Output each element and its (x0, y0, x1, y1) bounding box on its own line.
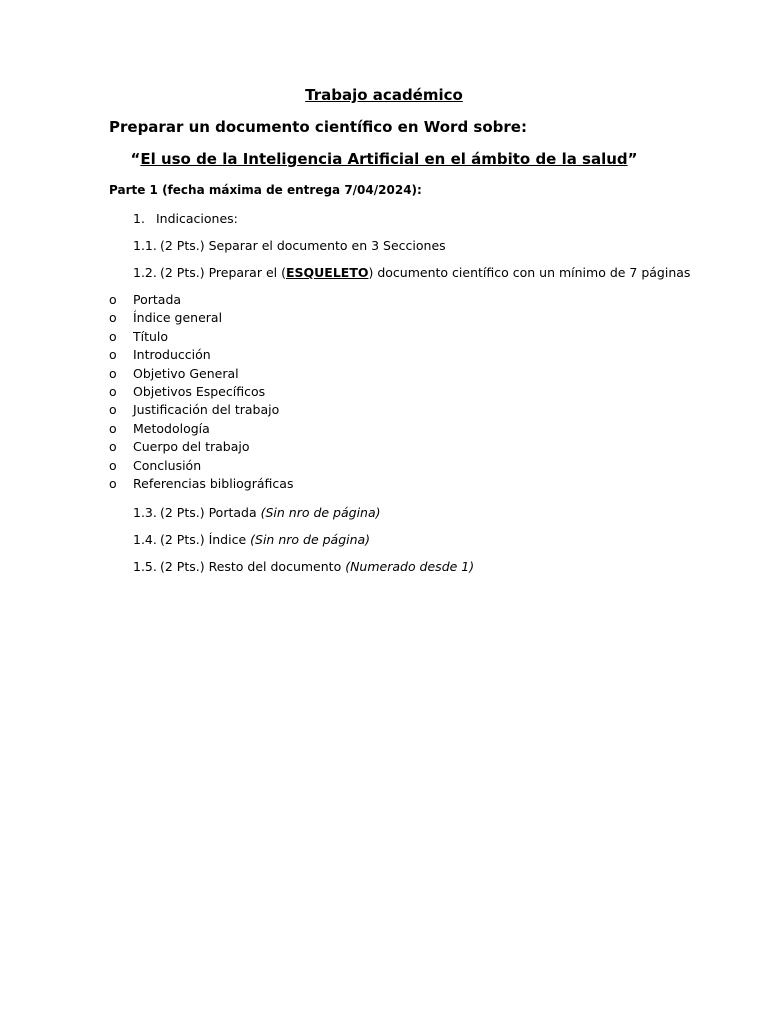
assignment-heading: Preparar un documento científico en Word sobre: (109, 118, 527, 136)
indications-label: Indicaciones: (156, 211, 238, 226)
bullet-marker: o (109, 310, 117, 326)
item-1-5-number: 1.5. (133, 559, 157, 574)
list-item (109, 291, 293, 309)
item-1-3-text: (2 Pts.) Portada (160, 505, 261, 520)
bullet-marker: o (109, 292, 117, 307)
item-1-4-note: (Sin nro de página) (250, 532, 371, 547)
list-item (109, 457, 293, 475)
list-item-label: Objetivos Específicos (133, 383, 266, 399)
list-item-label: Título (133, 328, 169, 344)
item-1-1-number: 1.1. (133, 238, 157, 253)
section-list (109, 291, 293, 493)
document-title: Trabajo académico (305, 86, 463, 104)
list-item-label: Referencias bibliográficas (133, 475, 294, 491)
bullet-marker: o (109, 347, 117, 363)
list-item (109, 438, 293, 456)
list-item (109, 365, 293, 383)
list-item (109, 328, 293, 346)
subject-close-quote: ” (627, 150, 638, 168)
item-1-4-text: (2 Pts.) Índice (160, 532, 251, 547)
subject-text: El uso de la Inteligencia Artificial en el ámbito de la salud (140, 150, 628, 168)
list-item-label: Justificación del trabajo (133, 402, 280, 418)
item-1-2-emphasis: ESQUELETO (285, 265, 369, 280)
assignment-subject (0, 150, 768, 168)
list-item-label: Portada (133, 292, 182, 307)
item-1-3 (133, 505, 381, 520)
item-1-5 (133, 559, 474, 574)
item-1-1 (133, 238, 446, 253)
indications-number: 1. (133, 211, 145, 226)
bullet-marker: o (109, 402, 117, 418)
list-item-label: Cuerpo del trabajo (133, 439, 250, 455)
bullet-marker: o (109, 365, 117, 381)
list-item (109, 309, 293, 327)
item-1-2-prefix: (2 Pts.) Preparar el ( (160, 265, 286, 280)
item-1-3-note: (Sin nro de página) (260, 505, 381, 520)
list-item-label: Índice general (133, 310, 223, 326)
item-1-5-note: (Numerado desde 1) (345, 559, 475, 574)
item-1-2 (133, 265, 690, 280)
list-item (109, 475, 293, 493)
item-1-2-number: 1.2. (133, 265, 157, 280)
list-item (109, 383, 293, 401)
bullet-marker: o (109, 383, 117, 399)
indications-line (133, 211, 238, 226)
item-1-2-suffix: ) documento científico con un mínimo de 7 páginas (368, 265, 691, 280)
list-item-label: Conclusión (133, 457, 202, 473)
list-item-label: Objetivo General (133, 365, 239, 381)
list-item (109, 401, 293, 419)
list-item (109, 420, 293, 438)
list-item (109, 346, 293, 364)
subject-open-quote: “ (130, 150, 141, 168)
bullet-marker: o (109, 457, 117, 473)
list-item-label: Introducción (133, 347, 211, 363)
item-1-5-text: (2 Pts.) Resto del documento (160, 559, 346, 574)
part-1-heading: Parte 1 (fecha máxima de entrega 7/04/2024): (109, 183, 422, 197)
item-1-1-text: (2 Pts.) Separar el documento en 3 Secciones (160, 238, 446, 253)
item-1-3-number: 1.3. (133, 505, 157, 520)
bullet-marker: o (109, 475, 117, 491)
list-item-label: Metodología (133, 420, 210, 436)
item-1-4-number: 1.4. (133, 532, 157, 547)
item-1-4 (133, 532, 370, 547)
bullet-marker: o (109, 328, 117, 344)
bullet-marker: o (109, 439, 117, 455)
bullet-marker: o (109, 420, 117, 436)
